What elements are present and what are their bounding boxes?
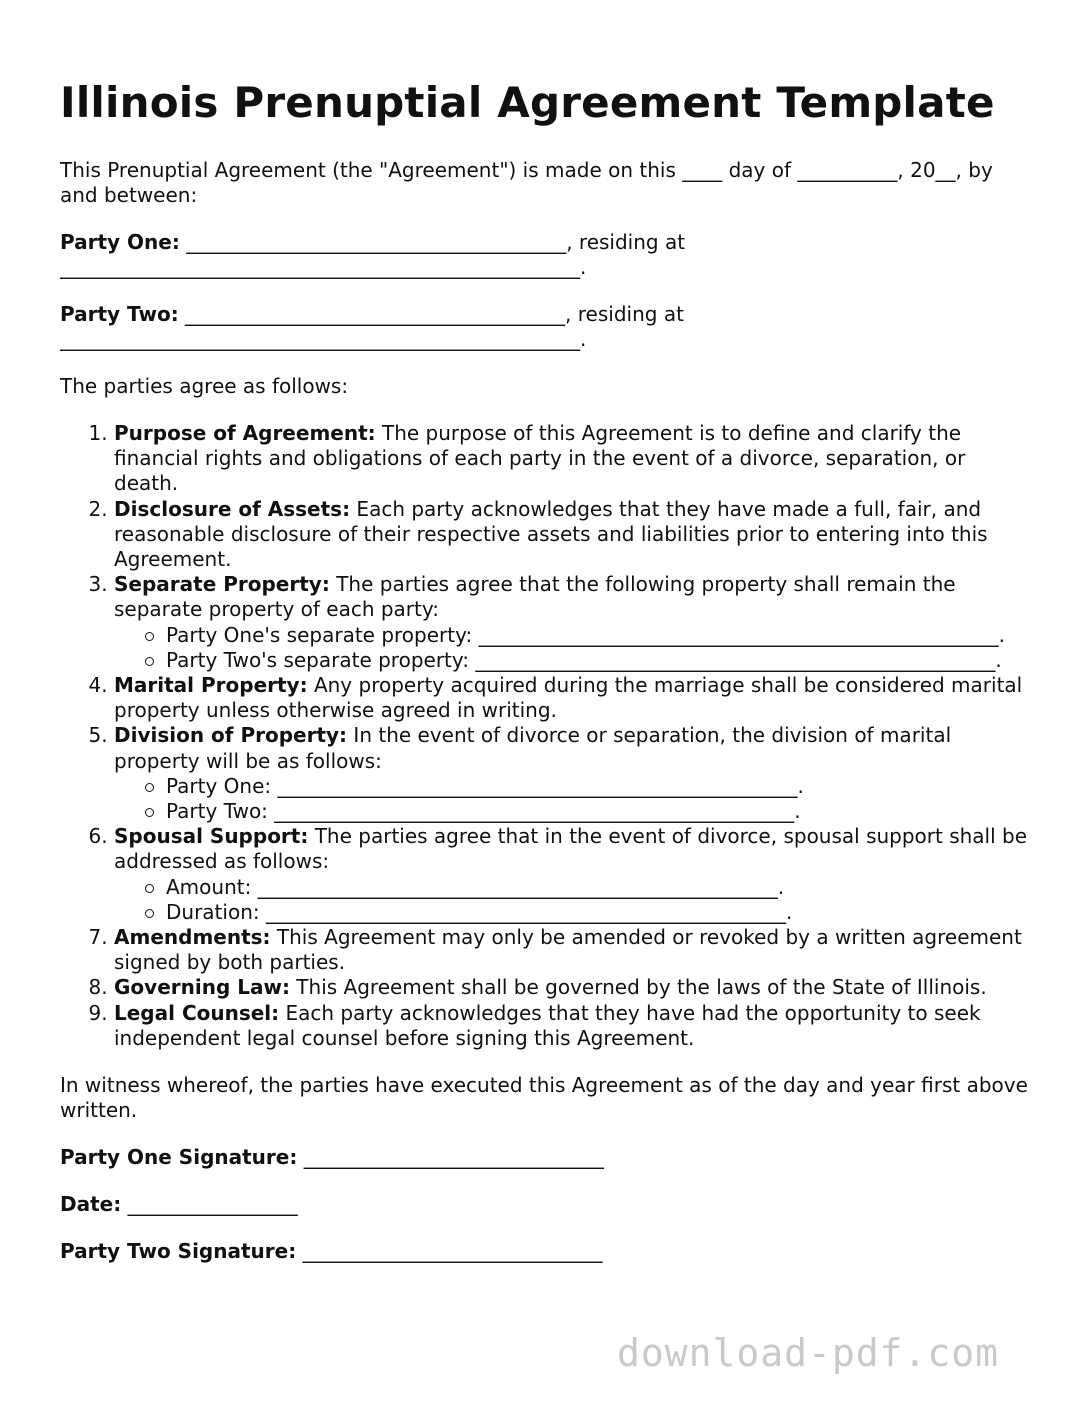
clause-text: This Agreement shall be governed by the laws of the State of Illinois. [289, 975, 987, 1000]
clause-text: The parties agree that in the event of divorce, spousal support shall be addressed as follows: [114, 824, 1028, 874]
clause-item [114, 975, 1030, 1000]
clause-item [114, 1001, 1030, 1051]
clause-item [114, 824, 1030, 925]
intro-paragraph: This Prenuptial Agreement (the "Agreement") is made on this ____ day of __________, 20__, by and between: [60, 158, 993, 207]
clause-heading: Marital Property: [114, 673, 308, 698]
clause-text: Any property acquired during the marriage shall be considered marital property unless otherwise agreed in writing. [114, 673, 1023, 723]
clause-heading: Division of Property: [114, 723, 348, 748]
clause-text: Each party acknowledges that they have made a full, fair, and reasonable disclosure of their respective assets and liabilities prior to entering into this Agreement. [114, 496, 988, 572]
sub-item: Amount: ____________________________________________________. [166, 875, 1030, 900]
clause-heading: Disclosure of Assets: [114, 496, 351, 521]
party-two-signature-blank: ______________________________ [296, 1239, 603, 1264]
sub-list [114, 623, 1030, 673]
clause-heading: Purpose of Agreement: [114, 421, 376, 445]
page-title: Illinois Prenuptial Agreement Template [60, 78, 995, 127]
sub-item: Party Two: ____________________________________________________. [166, 799, 1030, 824]
sub-item: Party One: ____________________________________________________. [166, 774, 1030, 799]
clause-heading: Governing Law: [114, 975, 290, 1000]
clause-text: The parties agree that the following property shall remain the separate property of each party: [114, 572, 956, 622]
party-one-label: Party One: [60, 230, 180, 254]
sub-item: Duration: ____________________________________________________. [166, 900, 1030, 925]
clause-text: This Agreement may only be amended or revoked by a written agreement signed by both parties. [114, 925, 1022, 975]
party-one-blank: ______________________________________, residing at ____________________________________________________. [60, 230, 686, 279]
party-two-label: Party Two: [60, 302, 179, 326]
party-two-signature-label: Party Two Signature: [60, 1239, 297, 1264]
clause-text: In the event of divorce or separation, the division of marital property will be as follows: [114, 723, 952, 773]
clause-item [114, 723, 1030, 824]
party-one-signature-label: Party One Signature: [60, 1145, 298, 1170]
clause-heading: Spousal Support: [114, 824, 309, 849]
date-line [60, 1192, 1030, 1217]
witness-paragraph: In witness whereof, the parties have executed this Agreement as of the day and year first above written. [60, 1073, 1028, 1123]
party-one-signature-line [60, 1145, 1030, 1170]
clause-item [114, 572, 1030, 673]
party-two-blank: ______________________________________, residing at ____________________________________________________. [60, 302, 684, 351]
agree-intro: The parties agree as follows: [60, 374, 349, 398]
party-one-signature-blank: ______________________________ [297, 1145, 604, 1170]
clause-heading: Amendments: [114, 925, 271, 950]
clause-text: The purpose of this Agreement is to define and clarify the financial rights and obligations of each party in the event of a divorce, separation, or death. [114, 421, 966, 496]
sub-item: Party One's separate property: ____________________________________________________. [166, 623, 1030, 648]
clause-item [114, 497, 1030, 573]
party-two-signature-line [60, 1239, 1030, 1264]
party-one-line [60, 230, 1030, 280]
sub-list [114, 774, 1030, 824]
document-page [60, 78, 1030, 1286]
date-label: Date: [60, 1192, 122, 1217]
clause-heading: Separate Property: [114, 572, 330, 597]
clause-list [60, 421, 1030, 1051]
party-two-line [60, 302, 1030, 352]
sub-item: Party Two's separate property: ____________________________________________________. [166, 648, 1030, 673]
clause-item [114, 925, 1030, 975]
sub-list [114, 875, 1030, 925]
clause-item [114, 673, 1030, 723]
date-blank: _________________ [121, 1192, 298, 1217]
clause-item [114, 421, 1030, 497]
watermark-text: download-pdf.com [617, 1331, 1000, 1375]
clause-heading: Legal Counsel: [114, 1000, 280, 1025]
clause-text: Each party acknowledges that they have had the opportunity to seek independent legal counsel before signing this Agreement. [114, 1000, 981, 1050]
